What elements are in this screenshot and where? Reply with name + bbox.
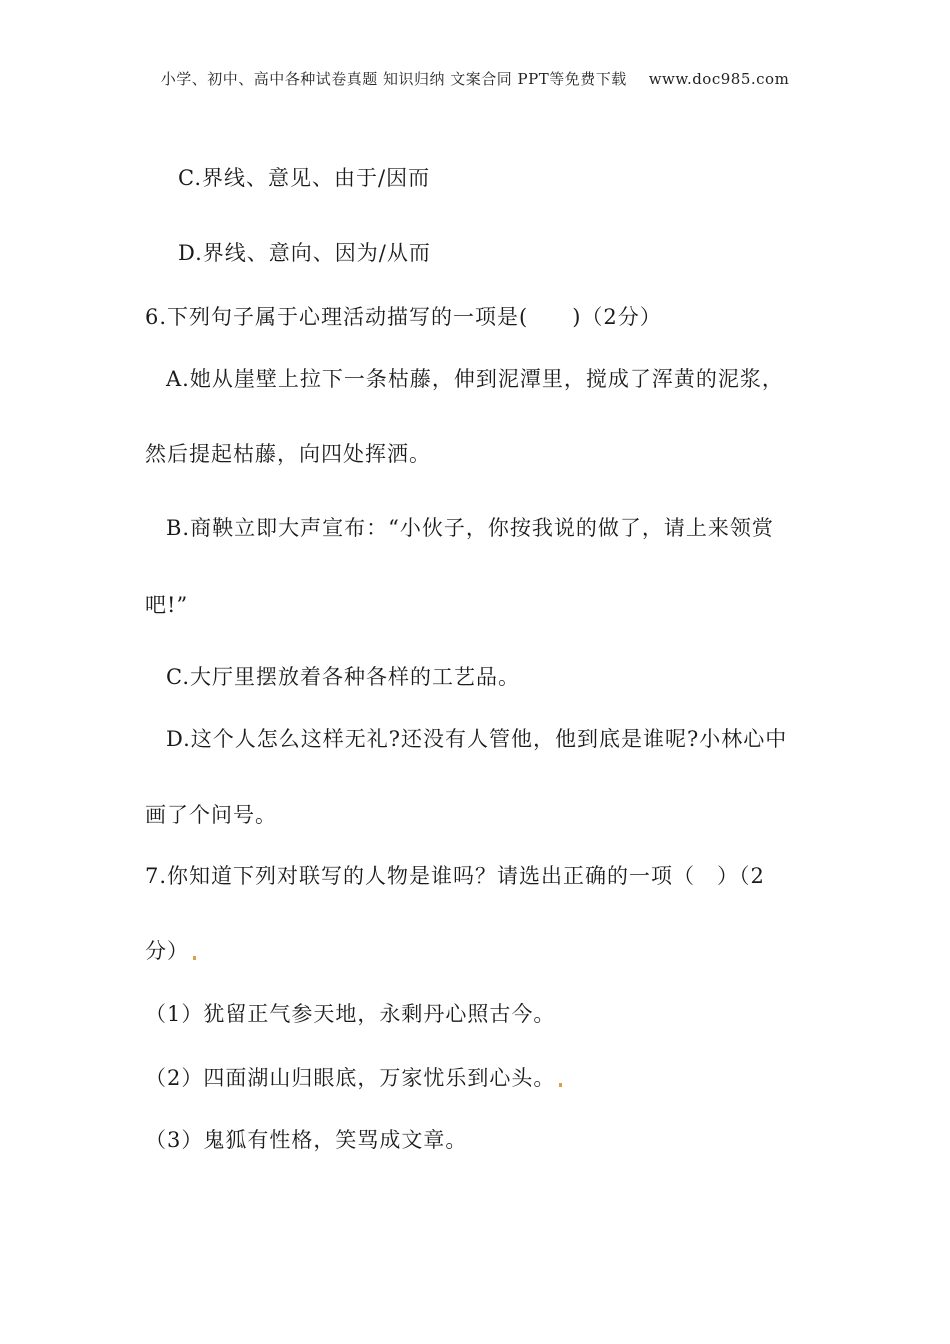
header-url[interactable]: www.doc985.com bbox=[648, 70, 790, 88]
q6-option-d-line2: 画了个问号。 bbox=[145, 803, 277, 827]
q7-stem-line1: 7.你知道下列对联写的人物是谁吗？请选出正确的一项（ ）（2 bbox=[145, 864, 765, 888]
q6-option-d-line1: D.这个人怎么这样无礼?还没有人管他，他到底是谁呢?小林心中 bbox=[166, 727, 788, 751]
q7-item-2 bbox=[145, 1062, 562, 1092]
q6-option-a-line1: A.她从崖壁上拉下一条枯藤，伸到泥潭里，搅成了浑黄的泥浆， bbox=[166, 367, 784, 391]
q7-stem-line2 bbox=[145, 935, 196, 965]
q6-stem: 6.下列句子属于心理活动描写的一项是( )（2分） bbox=[145, 305, 662, 329]
q5-option-c: C.界线、意见、由于/因而 bbox=[178, 166, 431, 190]
q6-option-b-line2: 吧!” bbox=[145, 593, 189, 617]
marker-dot bbox=[193, 956, 196, 960]
q7-item-3: （3）鬼狐有性格，笑骂成文章。 bbox=[145, 1128, 468, 1152]
q7-stem-line2-text: 分） bbox=[145, 939, 189, 963]
q6-option-c: C.大厅里摆放着各种各样的工艺品。 bbox=[166, 665, 520, 689]
q7-item-2-text: （2）四面湖山归眼底，万家忧乐到心头。 bbox=[145, 1066, 556, 1090]
marker-dot bbox=[559, 1083, 562, 1087]
q7-item-1: （1）犹留正气参天地，永剩丹心照古今。 bbox=[145, 1002, 556, 1026]
q6-option-a-line2: 然后提起枯藤，向四处挥洒。 bbox=[145, 442, 431, 466]
q6-option-b-line1: B.商鞅立即大声宣布：“小伙子，你按我说的做了，请上来领赏 bbox=[166, 516, 774, 540]
q5-option-d: D.界线、意向、因为/从而 bbox=[178, 241, 431, 265]
header-text: 小学、初中、高中各种试卷真题 知识归纳 文案合同 PPT等免费下载 bbox=[160, 70, 627, 88]
page-header bbox=[0, 68, 950, 89]
